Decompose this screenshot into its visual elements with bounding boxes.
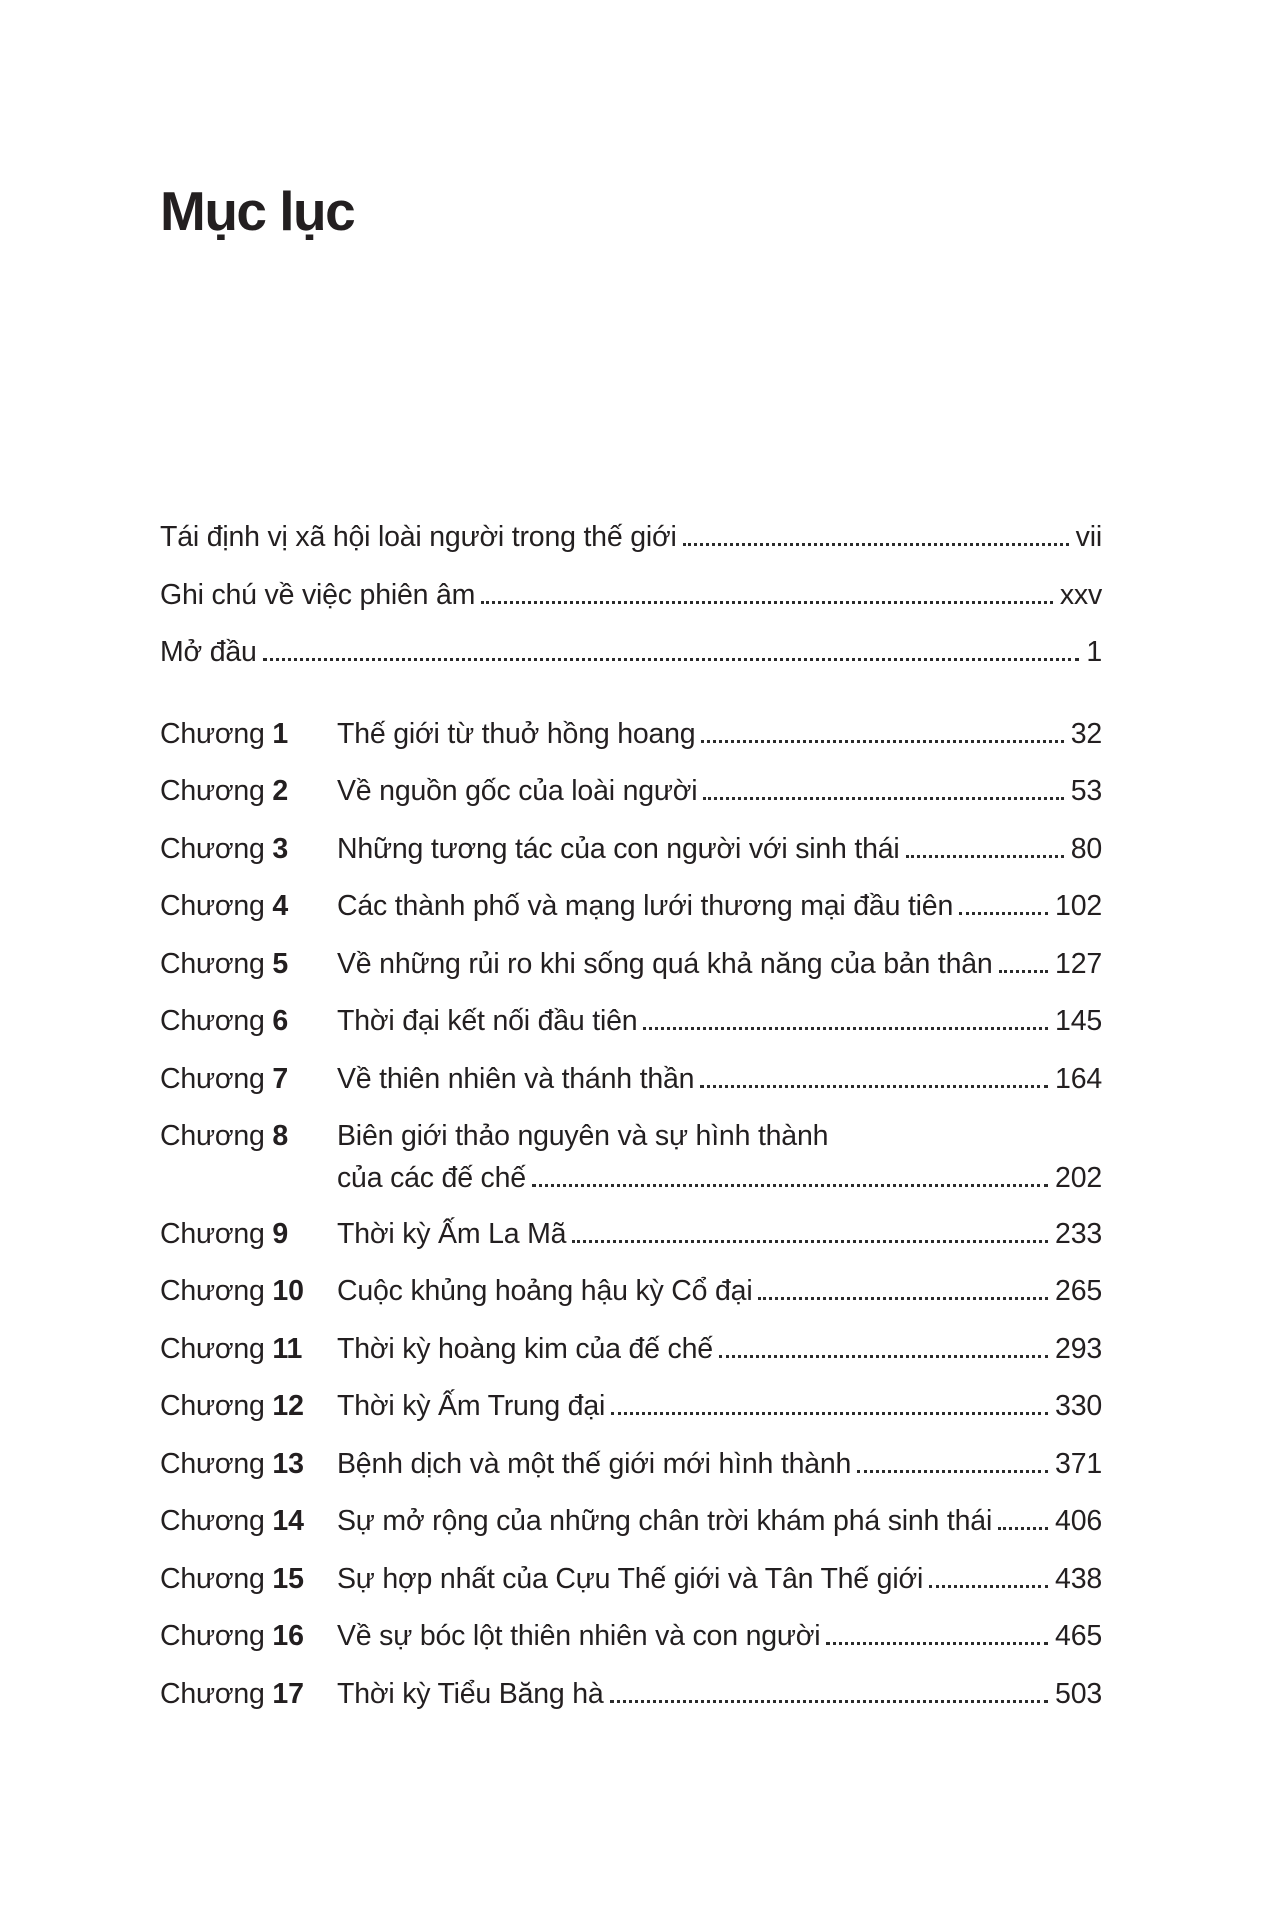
- chapter-label: [160, 1119, 337, 1153]
- chapter-row: [160, 1262, 1102, 1320]
- chapter-label: [160, 889, 337, 923]
- chapter-row: [160, 1550, 1102, 1608]
- dot-leader: [701, 740, 1063, 743]
- chapter-word: Chương: [160, 1332, 265, 1365]
- dot-leader: [998, 1527, 1048, 1530]
- chapter-title: Bệnh dịch và một thế giới mới hình thành: [337, 1447, 852, 1480]
- dot-leader: [826, 1642, 1048, 1645]
- chapter-word: Chương: [160, 717, 265, 750]
- chapter-number: 15: [272, 1562, 304, 1595]
- chapter-label: [160, 1677, 337, 1711]
- front-matter-row: [160, 508, 1102, 566]
- page-number: xxv: [1059, 578, 1102, 611]
- chapter-label: [160, 832, 337, 866]
- chapter-row: [160, 1377, 1102, 1435]
- chapter-word: Chương: [160, 1562, 265, 1595]
- page-number: 465: [1055, 1620, 1102, 1652]
- chapter-number: 13: [272, 1447, 304, 1480]
- chapter-number: 14: [272, 1505, 304, 1537]
- chapter-row: [160, 1607, 1102, 1665]
- page-number: 164: [1055, 1062, 1102, 1095]
- page-number: 371: [1055, 1447, 1102, 1480]
- chapter-label: [160, 1274, 337, 1308]
- chapter-word: Chương: [160, 775, 265, 807]
- chapter-title: Sự hợp nhất của Cựu Thế giới và Tân Thế giới: [337, 1562, 924, 1595]
- chapter-number: 1: [272, 717, 289, 750]
- page-number: 145: [1055, 1005, 1102, 1037]
- chapter-label: [160, 717, 337, 751]
- chapter-title: Những tương tác của con người với sinh thái: [337, 832, 900, 865]
- front-matter-row: [160, 623, 1102, 681]
- dot-leader: [959, 912, 1048, 915]
- chapter-number: 7: [272, 1062, 289, 1095]
- chapter-word: Chương: [160, 890, 265, 922]
- chapter-title: Thế giới từ thuở hồng hoang: [337, 717, 696, 750]
- page-number: 80: [1070, 832, 1102, 865]
- chapter-title: Thời kỳ Ấm La Mã: [337, 1217, 567, 1250]
- chapter-number: 17: [272, 1677, 304, 1710]
- page-number: vii: [1075, 521, 1102, 553]
- chapter-number: 10: [272, 1275, 304, 1307]
- chapter-title: Cuộc khủng hoảng hậu kỳ Cổ đại: [337, 1275, 753, 1307]
- chapter-label: [160, 1062, 337, 1096]
- chapter-word: Chương: [160, 1390, 265, 1422]
- chapter-label: [160, 774, 337, 808]
- chapter-row-line1: [160, 1107, 1102, 1153]
- chapter-number: 11: [272, 1332, 303, 1365]
- chapter-number: 6: [272, 1005, 289, 1037]
- chapter-title: Thời đại kết nối đầu tiên: [337, 1005, 638, 1037]
- chapter-title: Thời kỳ hoàng kim của đế chế: [337, 1332, 713, 1365]
- chapter-row: [160, 1050, 1102, 1108]
- chapter-number: 2: [272, 775, 289, 807]
- dot-leader: [572, 1240, 1048, 1243]
- page-number: 265: [1055, 1275, 1102, 1307]
- dot-leader: [481, 601, 1053, 604]
- chapter-word: Chương: [160, 1677, 265, 1710]
- chapter-word: Chương: [160, 1062, 265, 1095]
- dot-leader: [857, 1470, 1048, 1473]
- dot-leader: [532, 1184, 1048, 1187]
- dot-leader: [611, 1412, 1048, 1415]
- chapter-title: Thời kỳ Tiểu Băng hà: [337, 1677, 604, 1710]
- dot-leader: [719, 1355, 1048, 1358]
- dot-leader: [700, 1085, 1048, 1088]
- chapter-row: [160, 935, 1102, 993]
- chapter-label: [160, 1447, 337, 1481]
- dot-leader: [683, 543, 1069, 546]
- page-number: 32: [1070, 717, 1102, 750]
- page-number: 406: [1055, 1505, 1102, 1537]
- page-number: 503: [1055, 1677, 1102, 1710]
- chapter-row: [160, 1205, 1102, 1263]
- chapter-title: Các thành phố và mạng lưới thương mại đầu tiên: [337, 890, 954, 922]
- chapter-label: [160, 1389, 337, 1423]
- page-number: 102: [1055, 890, 1102, 922]
- chapter-number: 16: [272, 1620, 304, 1652]
- chapter-word: Chương: [160, 1005, 265, 1037]
- page-number: 233: [1055, 1217, 1102, 1250]
- chapter-row: [160, 820, 1102, 878]
- page-number: 438: [1055, 1562, 1102, 1595]
- chapter-row: [160, 877, 1102, 935]
- chapter-row-line2: [160, 1153, 1102, 1205]
- chapter-row: [160, 705, 1102, 763]
- chapter-number: 12: [272, 1390, 304, 1422]
- chapter-row: [160, 992, 1102, 1050]
- dot-leader: [929, 1585, 1048, 1588]
- page-number: 1: [1086, 636, 1102, 668]
- chapter-word: Chương: [160, 832, 265, 865]
- chapter-title: Về sự bóc lột thiên nhiên và con người: [337, 1620, 821, 1652]
- dot-leader: [643, 1027, 1048, 1030]
- chapter-word: Chương: [160, 1505, 265, 1537]
- page-number: 202: [1055, 1162, 1102, 1194]
- chapter-title: Về những rủi ro khi sống quá khả năng của bản thân: [337, 947, 993, 980]
- chapter-number: 4: [272, 890, 289, 922]
- chapter-word: Chương: [160, 1275, 265, 1307]
- dot-leader: [610, 1700, 1048, 1703]
- page-number: 127: [1055, 947, 1102, 980]
- chapter-label: [160, 947, 337, 981]
- entry-title: Tái định vị xã hội loài người trong thế giới: [160, 521, 677, 553]
- dot-leader: [758, 1297, 1048, 1300]
- chapter-label: [160, 1332, 337, 1366]
- dot-leader: [906, 855, 1064, 858]
- chapter-label: [160, 1504, 337, 1538]
- chapter-label: [160, 1004, 337, 1038]
- chapter-row: [160, 1107, 1102, 1205]
- chapter-number: 5: [272, 947, 289, 980]
- page-number: 53: [1070, 775, 1102, 807]
- front-matter-list: [160, 508, 1102, 681]
- chapter-label: [160, 1217, 337, 1251]
- chapter-title-continued: của các đế chế: [337, 1162, 526, 1194]
- chapter-title: Thời kỳ Ấm Trung đại: [337, 1390, 606, 1422]
- chapter-label: [160, 1619, 337, 1653]
- chapter-word: Chương: [160, 1217, 265, 1250]
- chapter-number: 8: [272, 1120, 289, 1152]
- chapter-word: Chương: [160, 947, 265, 980]
- chapter-title: Sự mở rộng của những chân trời khám phá sinh thái: [337, 1505, 993, 1537]
- dot-leader: [999, 970, 1048, 973]
- chapter-list: [160, 705, 1102, 1723]
- chapter-number: 3: [272, 832, 289, 865]
- front-matter-row: [160, 566, 1102, 624]
- dot-leader: [263, 658, 1080, 661]
- dot-leader: [703, 797, 1063, 800]
- entry-title: Mở đầu: [160, 636, 257, 668]
- chapter-label: [160, 1562, 337, 1596]
- chapter-row: [160, 1492, 1102, 1550]
- chapter-title: Về nguồn gốc của loài người: [337, 775, 698, 807]
- chapter-title: Biên giới thảo nguyên và sự hình thành: [337, 1120, 829, 1152]
- page-number: 293: [1055, 1332, 1102, 1365]
- chapter-word: Chương: [160, 1447, 265, 1480]
- chapter-row: [160, 1435, 1102, 1493]
- chapter-row: [160, 1665, 1102, 1723]
- chapter-row: [160, 762, 1102, 820]
- chapter-number: 9: [272, 1217, 289, 1250]
- page-number: 330: [1055, 1390, 1102, 1422]
- entry-title: Ghi chú về việc phiên âm: [160, 578, 476, 611]
- chapter-word: Chương: [160, 1120, 265, 1152]
- page-title: Mục lục: [160, 180, 355, 242]
- chapter-title: Về thiên nhiên và thánh thần: [337, 1062, 695, 1095]
- chapter-word: Chương: [160, 1620, 265, 1652]
- chapter-row: [160, 1320, 1102, 1378]
